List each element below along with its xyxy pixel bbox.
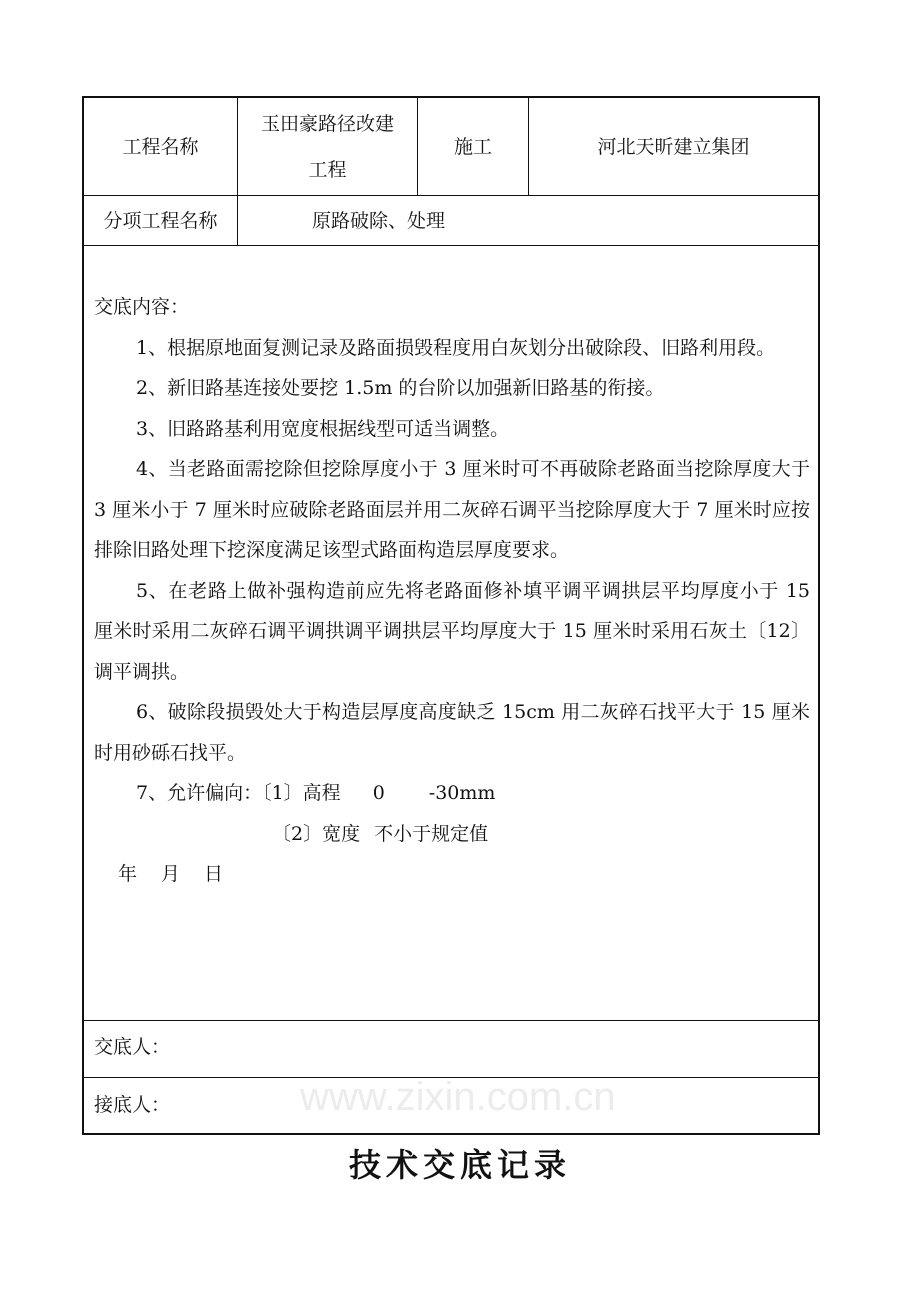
row-divider [84,245,818,246]
giver-label: 交底人： [94,1036,171,1058]
tolerance-2-value: 不小于规定值 [374,822,489,845]
construction-label: 施工 [453,135,492,158]
sub-project-label: 分项工程名称 [103,209,218,232]
record-table [82,96,820,1135]
content-item-5: 5、在老路上做补强构造前应先将老路面修补填平调平调拱层平均厚度小于 15 厘米时采用二灰碎石调平调拱调平调拱层平均厚度大于 15 厘米时采用石灰土〔12〕调平调拱。 [94,579,810,683]
content-item-2: 2、新旧路基连接处要挖 1.5m 的台阶以加强新旧路基的衔接。 [136,377,665,399]
content-item-3: 3、旧路路基利用宽度根据线型可适当调整。 [136,417,510,440]
date-month: 月 [161,863,181,885]
tolerance-1-label: 〔1〕高程 [262,782,341,804]
project-name-label: 工程名称 [122,135,199,158]
content-heading: 交底内容： [94,296,190,318]
tolerance-1-value: 0 [372,782,385,804]
receiver-label: 接底人： [94,1094,171,1116]
date-line [94,854,810,895]
briefing-content [94,287,810,895]
construction-value: 河北天昕建立集团 [597,135,750,158]
date-day: 日 [204,863,224,885]
content-item-4: 4、当老路面需挖除但挖除厚度小于 3 厘米时可不再破除老路面当挖除厚度大于 3 厘米小于 7 厘米时应破除老路面层并用二灰碎石调平当挖除厚度大于 7 厘米时应按排除旧路处理下挖深度满足该型式路面构造层厚度要求。 [94,458,810,561]
project-name-value [238,98,417,195]
project-name-line2: 工程 [308,158,347,181]
item7-prefix: 7、允许偏向： [136,782,263,804]
content-item-7 [94,773,810,814]
tolerance-1-value2: -30mm [428,782,496,804]
document-title: 技术交底记录 [348,1146,571,1184]
content-item-7-tolerance-2 [94,814,810,855]
content-item-6: 6、破除段损毁处大于构造层厚度高度缺乏 15cm 用二灰碎石找平大于 15 厘米时用砂砾石找平。 [94,701,810,764]
content-item-1: 1、根据原地面复测记录及路面损毁程度用白灰划分出破除段、旧路利用段。 [136,336,776,359]
sub-project-value: 原路破除、处理 [312,209,446,232]
row-divider [84,1020,818,1021]
watermark: www.zixin.com.cn [300,1075,616,1119]
project-name-line1: 玉田豪路径改建 [260,112,394,135]
date-year: 年 [118,863,138,885]
tolerance-2-label: 〔2〕宽度 [272,822,361,845]
